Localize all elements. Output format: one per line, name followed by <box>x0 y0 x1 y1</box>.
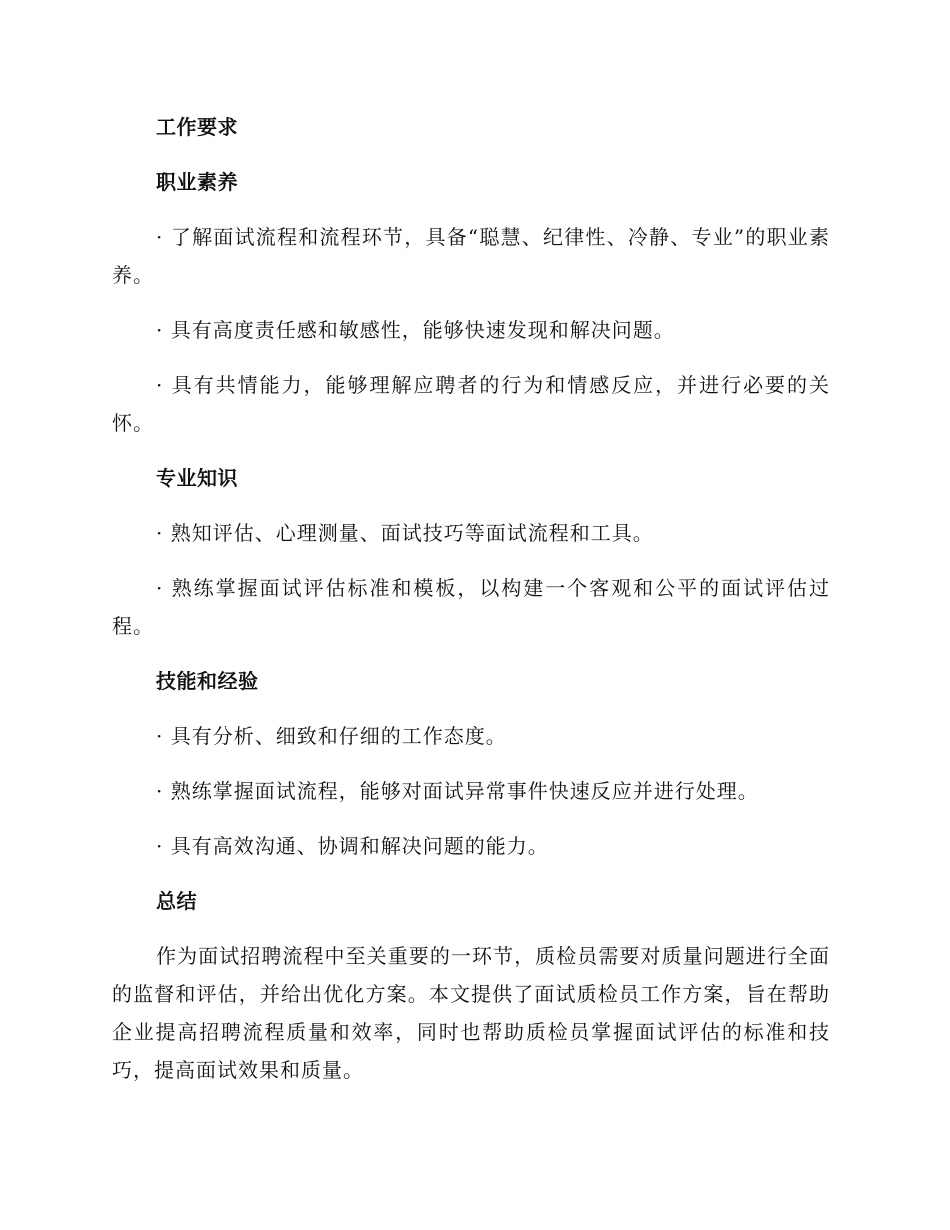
heading-professional-knowledge: 专业知识 <box>156 466 238 490</box>
heading-professionalism: 职业素养 <box>156 170 238 194</box>
list-item: · 具有高效沟通、协调和解决问题的能力。 <box>156 834 549 858</box>
document-body <box>112 108 830 1106</box>
list-item: · 具有分析、细致和仔细的工作态度。 <box>156 724 507 748</box>
summary-paragraph: 作为面试招聘流程中至关重要的一环节，质检员需要对质量问题进行全面的监督和评估，并给出优化方案。本文提供了面试质检员工作方案，旨在帮助企业提高招聘流程质量和效率，同时也帮助质检员掌握面试评估的标准和技巧，提高面试效果和质量。 <box>112 944 830 1082</box>
heading-summary: 总结 <box>156 889 197 913</box>
heading-work-requirements: 工作要求 <box>156 115 238 139</box>
list-item: · 熟练掌握面试流程，能够对面试异常事件快速反应并进行处理。 <box>156 779 759 803</box>
list-item: · 具有高度责任感和敏感性，能够快速发现和解决问题。 <box>156 318 675 342</box>
list-item: · 具有共情能力，能够理解应聘者的行为和情感反应，并进行必要的关怀。 <box>112 373 830 435</box>
heading-skills-experience: 技能和经验 <box>156 669 259 693</box>
list-item: · 了解面试流程和流程环节，具备“聪慧、纪律性、冷静、专业”的职业素养。 <box>112 225 830 287</box>
list-item: · 熟知评估、心理测量、面试技巧等面试流程和工具。 <box>156 521 654 545</box>
list-item: · 熟练掌握面试评估标准和模板，以构建一个客观和公平的面试评估过程。 <box>112 576 830 638</box>
